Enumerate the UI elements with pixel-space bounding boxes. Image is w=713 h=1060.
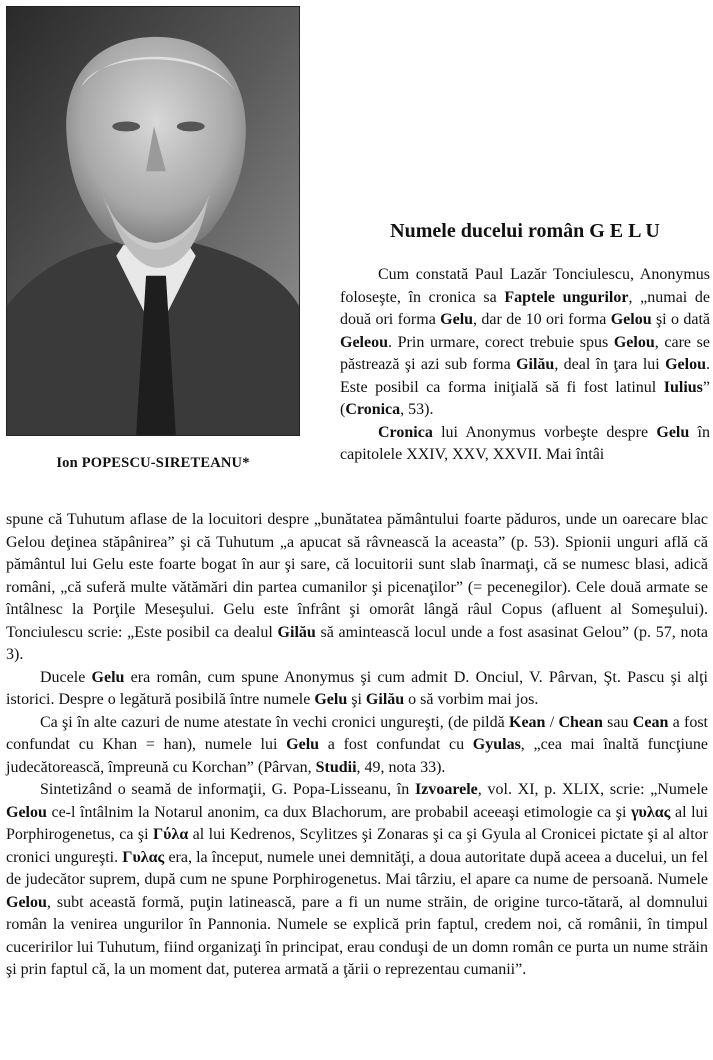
paragraph-1: Cum constată Paul Lazăr Tonciulescu, Anonymus foloseşte, în cronica sa Faptele ungurilor, „numai de două ori forma Gelu, dar de 10 ori forma Gelou şi o dată Geleou. Prin urmare, corect trebuie spus Gelou, care se păstrează şi azi sub forma Gilău, deal în ţara lui Gelou. Este posibil ca forma iniţială să fi fost latinul Iulius” (Cronica, 53). <box>340 266 711 418</box>
author-caption: Ion POPESCU-SIRETEANU* <box>56 455 250 471</box>
intro-column <box>340 264 710 467</box>
article-title: Numele ducelui român G E L U <box>390 220 660 242</box>
author-portrait <box>6 6 300 436</box>
article-body <box>6 509 708 982</box>
paragraph-4: Ca şi în alte cazuri de nume atestate în vechi cronici ungureşti, (de pildă Kean / Chean sau Cean a fost confundat cu Khan = han), numele lui Gelu a fost confundat cu Gyulas, „cea mai înaltă funcţiune judecătorească, împreună cu Korchan” (Pârvan, Studii, 49, nota 33). <box>6 713 708 776</box>
paragraph-3: Ducele Gelu era român, cum spune Anonymus şi cum admit D. Onciul, V. Pârvan, Şt. Pascu şi alţi istorici. Despre o legătură posibilă între numele Gelu şi Gilău o să vorbim mai jos. <box>6 668 708 708</box>
paragraph-2-continuation: spune că Tuhutum aflase de la locuitori despre „bunătatea pământului foarte păduros, unde un oarecare blac Gelou deţinea stăpânirea” şi că Tuhutum „a apucat să râvnească la aceasta” (p. 53). Spionii unguri află că pământul lui Gelu este foarte bogat în aur şi sare, că locuitorii sunt slab înarmaţi, că se numesc blasi, adică români, „că suferă multe vătămări din partea cumanilor şi picenaţilor” (= pecenegilor). Cele două armate se întâlnesc la Porţile Meseşului. Gelu este înfrânt şi omorât lângă râul Copus (afluent al Someşului). Tonciulescu scrie: „Este posibil ca dealul Gilău să amintească locul unde a fost asasinat Gelou” (p. 57, nota 3). <box>6 511 708 663</box>
paragraph-5: Sintetizând o seamă de informaţii, G. Popa-Lisseanu, în Izvoarele, vol. XI, p. XLIX, scrie: „Numele Gelou ce-l întâlnim la Notarul anonim, ca dux Blachorum, are probabil aceeaşi etimologie ca şi γυλας al lui Porphirogenetus, ca şi Γύλα al lui Kedrenos, Scylitzes şi Zonaras şi ca şi Gyula al Cronicei pictate şi al altor cronici ungureşti. Γυλας era, la început, numele unei demnităţi, a doua autoritate după aceea a ducelui, un fel de judecător suprem, după cum ne spune Porphirogenetus. Mai târziu, el apare ca nume de persoană. Numele Gelou, subt această formă, puţin latinească, pare a fi un nume străin, de origine turco-tătară, al domnului român la venirea ungurilor în Pannonia. Numele se explică prin faptul, credem noi, că românii, în timpul cuceririlor lui Tuhutum, fiind organizaţi în principat, erau conduşi de un domn român ce purta un nume străin şi prin faptul că, la un moment dat, puterea armată a ţării o reprezentau cumanii”. <box>6 781 709 978</box>
paragraph-2-start: Cronica lui Anonymus vorbeşte despre Gelu în capitolele XXIV, XXV, XXVII. Mai întâi <box>340 423 710 463</box>
